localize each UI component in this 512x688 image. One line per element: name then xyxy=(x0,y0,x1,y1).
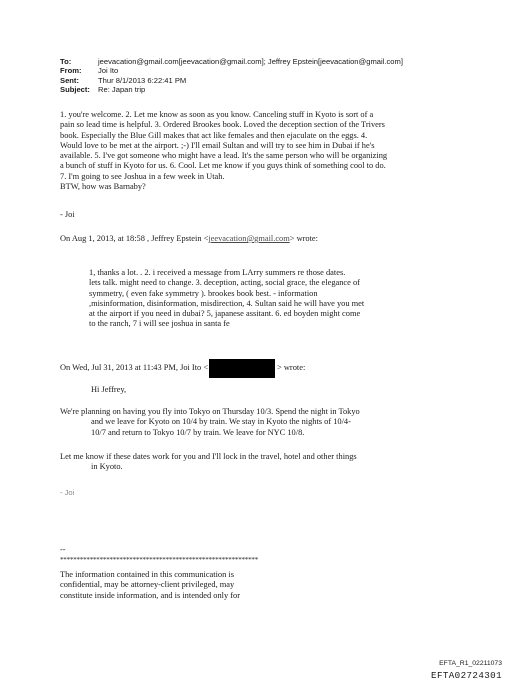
quote2-paragraph-2 xyxy=(60,452,357,473)
reply-body xyxy=(60,110,387,192)
quote2-intro-before: On Wed, Jul 31, 2013 at 11:43 PM, Joi Ito < xyxy=(60,363,209,372)
quote1-line: 1, thanks a lot. . 2. i received a message from LArry summers re those dates. xyxy=(89,268,346,277)
redaction-box xyxy=(209,359,275,378)
sent-label: Sent: xyxy=(60,75,79,85)
quote1-line: symmetry, ( even fake symmetry ). brookes book best. - information xyxy=(89,288,318,298)
disclaimer-line: confidential, may be attorney-client privileged, may xyxy=(60,580,235,590)
quote2-line: and we leave for Kyoto on 10/4 by train. We stay in Kyoto the nights of 10/4- xyxy=(91,417,351,427)
quote1-line: lets talk. might need to change. 3. deception, acting, social grace, the elegance of xyxy=(89,278,360,288)
reply-line: book. Especially the Blue Gill makes that act like females and then ejaculate on the eggs. 4. xyxy=(60,130,368,140)
quote1-line: at the airport if you need in dubai? 5, japanese assitant. 6. ed boyden might come xyxy=(89,309,361,319)
quote2-line: We're planning on having you fly into Tokyo on Thursday 10/3. Spend the night in Tokyo xyxy=(60,407,360,416)
header-subject-row xyxy=(60,85,403,94)
quote1-line: to the ranch, 7 i will see joshua in santa fe xyxy=(89,319,230,329)
reply-line: BTW, how was Barnaby? xyxy=(60,182,146,192)
to-value: jeevacation@gmail.com[jeevacation@gmail.com]; Jeffrey Epstein[jeevacation@gmail.com] xyxy=(98,57,403,66)
email-header xyxy=(60,57,403,94)
disclaimer-line: constitute inside information, and is intended only for xyxy=(60,590,241,600)
reply-line: 7. I'm going to see Joshua in a few week in Utah. xyxy=(60,171,225,181)
quote2-greeting: Hi Jeffrey, xyxy=(91,385,127,394)
disclaimer-line: The information contained in this communication is xyxy=(60,570,234,579)
sent-value: Thur 8/1/2013 6:22:41 PM xyxy=(98,75,187,85)
quote2-paragraph-1 xyxy=(60,407,360,438)
reply-line: 1. you're welcome. 2. Let me know as soon as you know. Canceling stuff in Kyoto is sort of a xyxy=(60,110,374,119)
quote1-body xyxy=(89,268,364,330)
subject-label: Subject: xyxy=(60,84,90,94)
reply-line: Would love to be met at the airport. ;-) I'll email Sultan and will try to see him in Dubai if he's xyxy=(60,140,375,150)
bates-number-internal: EFTA_R1_02211073 xyxy=(439,660,502,667)
quote2-line: in Kyoto. xyxy=(91,462,123,472)
disclaimer-text xyxy=(60,570,240,601)
reply-line: a bunch of stuff in Kyoto for us. 6. Cool. Let me know if you guys think of something cool to do. xyxy=(60,161,386,171)
disclaimer-dashes: -- xyxy=(60,545,66,554)
reply-signature: - Joi xyxy=(60,210,75,219)
subject-value: Re: Japan trip xyxy=(98,84,146,94)
to-label: To: xyxy=(60,57,72,66)
quote1-email-link[interactable]: jeevacation@gmail.com xyxy=(208,234,290,243)
quote1-intro-after: > wrote: xyxy=(289,234,318,243)
quote2-intro-after: > wrote: xyxy=(277,363,306,372)
reply-line: pain so lead time is helpful. 3. Ordered Brookes book. Loved the deception section of the Trivers xyxy=(60,120,385,130)
disclaimer-stars: ************************************************************ xyxy=(60,556,259,564)
quote2-intro xyxy=(60,358,305,378)
from-label: From: xyxy=(60,66,82,76)
header-to-row xyxy=(60,57,403,66)
quote1-line: ,misinformation, disinformation, misdirection, 4. Sultan said he will have you met xyxy=(89,298,365,308)
quote2-signature: - Joi xyxy=(60,488,75,497)
bates-number: EFTA02724301 xyxy=(431,670,502,681)
from-value: Joi Ito xyxy=(98,66,119,76)
quote2-line: Let me know if these dates work for you and I'll lock in the travel, hotel and other things xyxy=(60,452,357,461)
reply-line: available. 5. I've got someone who might have a lead. It's the same person who will be organizing xyxy=(60,151,388,161)
header-from-row xyxy=(60,66,403,75)
quote1-intro xyxy=(60,234,318,244)
quote1-intro-before: On Aug 1, 2013, at 18:58 , Jeffrey Epstein < xyxy=(60,234,209,243)
quote2-line: 10/7 and return to Tokyo 10/7 by train. We leave for NYC 10/8. xyxy=(91,427,305,437)
header-sent-row xyxy=(60,76,403,85)
